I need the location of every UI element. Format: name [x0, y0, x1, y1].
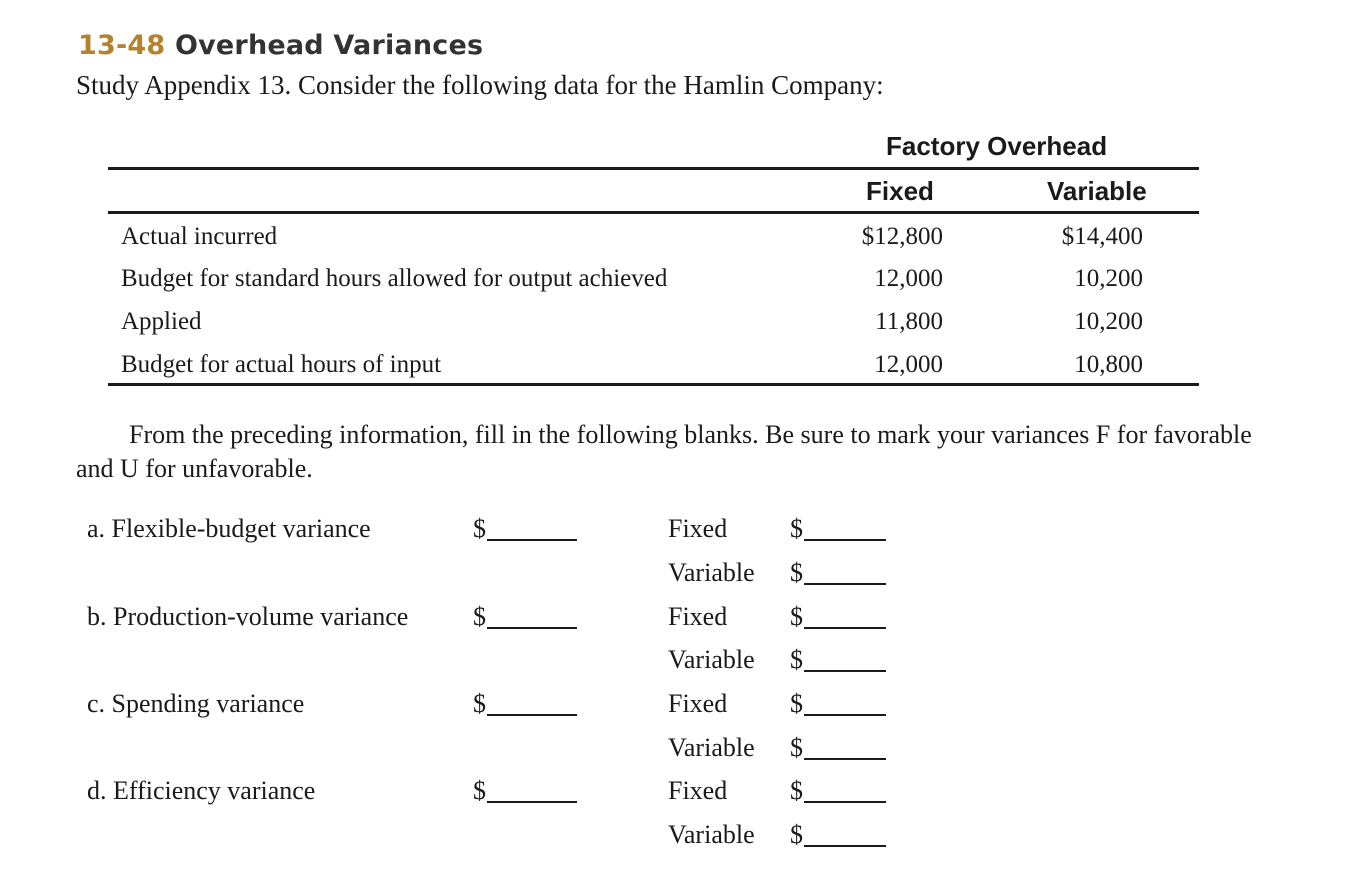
dollar-sign: $	[790, 645, 803, 674]
dollar-sign: $	[473, 776, 486, 805]
variable-answer-blank[interactable]	[790, 558, 886, 588]
dollar-sign: $	[473, 602, 486, 631]
column-header-variable: Variable	[1047, 176, 1147, 206]
total-answer-blank[interactable]	[473, 689, 577, 719]
question-label: b. Production-volume variance	[87, 602, 409, 631]
fixed-answer-blank[interactable]	[790, 689, 886, 719]
fixed-value: 12,000	[874, 265, 943, 292]
variable-value: 10,800	[1074, 351, 1143, 378]
fixed-value: 12,000	[874, 351, 943, 378]
variable-label: Variable	[668, 558, 755, 587]
instructions-text: From the preceding information, fill in the following blanks. Be sure to mark your variances F for favorable and U for unfavorable.	[76, 420, 1252, 483]
problem-title: Overhead Variances	[174, 30, 484, 61]
dollar-sign: $	[790, 689, 803, 718]
variable-label: Variable	[668, 820, 755, 849]
table-bottom-rule	[108, 383, 1199, 386]
table-header-rule	[108, 211, 1199, 214]
problem-number: 13-48	[78, 30, 166, 61]
variable-label: Variable	[668, 645, 755, 674]
column-header-fixed: Fixed	[866, 176, 934, 206]
variable-value: $14,400	[1061, 223, 1143, 250]
variable-value: 10,200	[1074, 308, 1143, 335]
total-answer-blank[interactable]	[473, 602, 577, 632]
variable-answer-blank[interactable]	[790, 733, 886, 763]
variable-value: 10,200	[1074, 265, 1143, 292]
row-label: Actual incurred	[121, 223, 278, 250]
row-label: Applied	[121, 308, 202, 335]
variable-label: Variable	[668, 733, 755, 762]
dollar-sign: $	[790, 776, 803, 805]
question-label: a. Flexible-budget variance	[87, 514, 371, 543]
fixed-label: Fixed	[668, 689, 728, 718]
dollar-sign: $	[473, 514, 486, 543]
dollar-sign: $	[790, 558, 803, 587]
fixed-label: Fixed	[668, 602, 728, 631]
fixed-label: Fixed	[668, 776, 728, 805]
intro-text: Study Appendix 13. Consider the following data for the Hamlin Company:	[76, 70, 884, 100]
dollar-sign: $	[790, 820, 803, 849]
dollar-sign: $	[790, 514, 803, 543]
total-answer-blank[interactable]	[473, 514, 577, 544]
fixed-value: 11,800	[875, 308, 943, 335]
total-answer-blank[interactable]	[473, 776, 577, 806]
dollar-sign: $	[790, 602, 803, 631]
row-label: Budget for actual hours of input	[121, 351, 442, 378]
row-label: Budget for standard hours allowed for output achieved	[121, 265, 668, 292]
fixed-label: Fixed	[668, 514, 728, 543]
question-label: c. Spending variance	[87, 689, 305, 718]
variable-answer-blank[interactable]	[790, 820, 886, 850]
table-group-header: Factory Overhead	[886, 131, 1108, 161]
fixed-answer-blank[interactable]	[790, 602, 886, 632]
dollar-sign: $	[473, 689, 486, 718]
fixed-value: $12,800	[861, 223, 943, 250]
problem-heading	[78, 30, 483, 61]
table-top-rule	[108, 167, 1199, 170]
variable-answer-blank[interactable]	[790, 645, 886, 675]
dollar-sign: $	[790, 733, 803, 762]
fixed-answer-blank[interactable]	[790, 514, 886, 544]
fixed-answer-blank[interactable]	[790, 776, 886, 806]
question-label: d. Efficiency variance	[87, 776, 316, 805]
